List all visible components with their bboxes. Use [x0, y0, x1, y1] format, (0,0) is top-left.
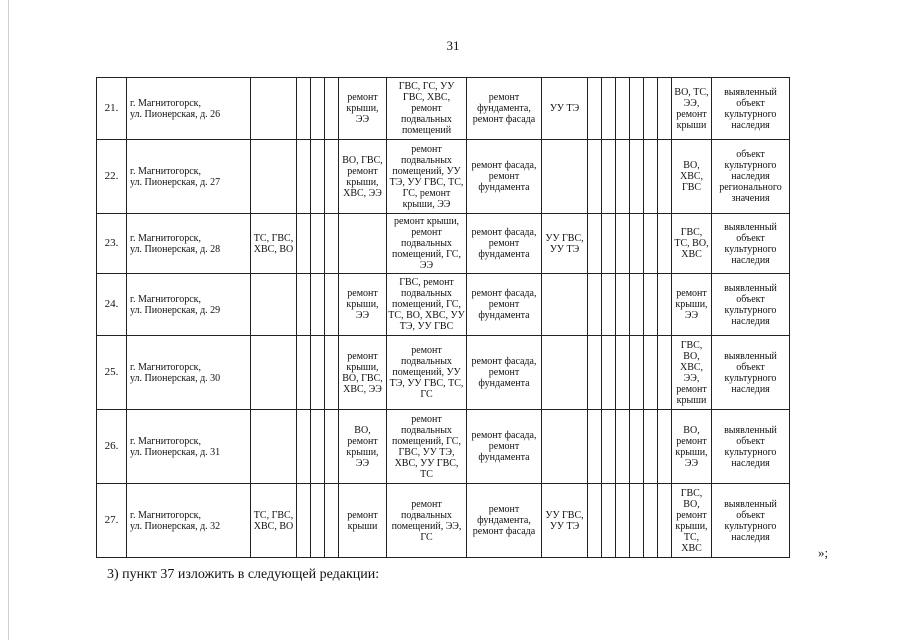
row-number: 21.	[97, 78, 127, 140]
works-cell-10: УУ ГВС, УУ ТЭ	[542, 484, 588, 558]
empty-cell	[630, 140, 644, 214]
objects-table	[96, 77, 790, 558]
empty-cell	[616, 214, 630, 274]
table-row	[97, 484, 790, 558]
empty-cell	[297, 78, 311, 140]
empty-cell	[602, 274, 616, 336]
works-cell-17: ВО, ТС, ЭЭ, ремонт крыши	[672, 78, 712, 140]
heritage-status-cell: объект культурного наследия регионального значения	[712, 140, 790, 214]
empty-cell	[658, 336, 672, 410]
heritage-status-cell: выявленный объект культурного наследия	[712, 214, 790, 274]
empty-cell	[644, 410, 658, 484]
empty-cell	[311, 274, 325, 336]
empty-cell	[588, 410, 602, 484]
works-cell-8: ремонт подвальных помещений, ГС, ГВС, УУ ТЭ, ХВС, УУ ГВС, ТС	[387, 410, 467, 484]
empty-cell	[297, 140, 311, 214]
row-number: 23.	[97, 214, 127, 274]
empty-cell	[630, 410, 644, 484]
empty-cell	[644, 140, 658, 214]
empty-cell	[644, 78, 658, 140]
empty-cell	[588, 484, 602, 558]
empty-cell	[616, 336, 630, 410]
address-city: г. Магнитогорск,	[130, 361, 201, 373]
table-row	[97, 140, 790, 214]
works-cell-3	[251, 140, 297, 214]
works-cell-9: ремонт фундамента, ремонт фасада	[467, 484, 542, 558]
empty-cell	[602, 336, 616, 410]
empty-cell	[630, 274, 644, 336]
empty-cell	[616, 78, 630, 140]
empty-cell	[630, 214, 644, 274]
address-cell	[127, 214, 251, 274]
empty-cell	[602, 214, 616, 274]
works-cell-8: ремонт подвальных помещений, УУ ТЭ, УУ ГВС, ТС, ГС, ремонт крыши, ЭЭ	[387, 140, 467, 214]
address-cell	[127, 484, 251, 558]
instruction-text: 3) пункт 37 изложить в следующей редакции:	[107, 567, 380, 582]
works-cell-3	[251, 78, 297, 140]
empty-cell	[644, 214, 658, 274]
empty-cell	[325, 484, 339, 558]
works-cell-10	[542, 336, 588, 410]
empty-cell	[644, 274, 658, 336]
works-cell-7: ВО, ремонт крыши, ЭЭ	[339, 410, 387, 484]
empty-cell	[311, 214, 325, 274]
empty-cell	[644, 484, 658, 558]
works-cell-10	[542, 274, 588, 336]
empty-cell	[630, 78, 644, 140]
works-cell-9: ремонт фундамента, ремонт фасада	[467, 78, 542, 140]
works-cell-9: ремонт фасада, ремонт фундамента	[467, 214, 542, 274]
works-cell-10	[542, 140, 588, 214]
empty-cell	[616, 140, 630, 214]
address-cell	[127, 140, 251, 214]
works-cell-17: ВО, ремонт крыши, ЭЭ	[672, 410, 712, 484]
address-street: ул. Пионерская, д. 29	[130, 304, 221, 316]
empty-cell	[311, 484, 325, 558]
address-cell	[127, 336, 251, 410]
empty-cell	[297, 274, 311, 336]
works-cell-9: ремонт фасада, ремонт фундамента	[467, 274, 542, 336]
empty-cell	[588, 274, 602, 336]
address-street: ул. Пионерская, д. 31	[130, 446, 221, 458]
empty-cell	[297, 484, 311, 558]
empty-cell	[602, 78, 616, 140]
empty-cell	[325, 410, 339, 484]
table-row	[97, 78, 790, 140]
works-cell-17: ремонт крыши, ЭЭ	[672, 274, 712, 336]
empty-cell	[325, 214, 339, 274]
table-row	[97, 336, 790, 410]
empty-cell	[658, 214, 672, 274]
works-cell-7: ремонт крыши, ЭЭ	[339, 274, 387, 336]
table-row	[97, 214, 790, 274]
works-cell-7	[339, 214, 387, 274]
empty-cell	[658, 484, 672, 558]
works-cell-3	[251, 336, 297, 410]
empty-cell	[325, 274, 339, 336]
empty-cell	[658, 140, 672, 214]
works-cell-17: ГВС, ТС, ВО, ХВС	[672, 214, 712, 274]
works-cell-10	[542, 410, 588, 484]
address-street: ул. Пионерская, д. 32	[130, 520, 221, 532]
address-city: г. Магнитогорск,	[130, 97, 201, 109]
scan-edge	[8, 0, 9, 640]
works-cell-10: УУ ГВС, УУ ТЭ	[542, 214, 588, 274]
works-cell-3: ТС, ГВС, ХВС, ВО	[251, 214, 297, 274]
empty-cell	[588, 140, 602, 214]
empty-cell	[602, 410, 616, 484]
empty-cell	[325, 78, 339, 140]
heritage-status-cell: выявленный объект культурного наследия	[712, 336, 790, 410]
closing-quote: »;	[818, 545, 829, 560]
works-cell-7: ВО, ГВС, ремонт крыши, ХВС, ЭЭ	[339, 140, 387, 214]
empty-cell	[311, 78, 325, 140]
row-number: 26.	[97, 410, 127, 484]
empty-cell	[630, 484, 644, 558]
works-cell-8: ГВС, ремонт подвальных помещений, ГС, ТС, ВО, ХВС, УУ ТЭ, УУ ГВС	[387, 274, 467, 336]
works-cell-8: ремонт подвальных помещений, ЭЭ, ГС	[387, 484, 467, 558]
empty-cell	[644, 336, 658, 410]
empty-cell	[325, 140, 339, 214]
empty-cell	[297, 214, 311, 274]
works-cell-8: ремонт крыши, ремонт подвальных помещений, ГС, ЭЭ	[387, 214, 467, 274]
empty-cell	[630, 336, 644, 410]
works-cell-17: ГВС, ВО, ХВС, ЭЭ, ремонт крыши	[672, 336, 712, 410]
address-city: г. Магнитогорск,	[130, 232, 201, 244]
empty-cell	[602, 140, 616, 214]
works-cell-3: ТС, ГВС, ХВС, ВО	[251, 484, 297, 558]
heritage-status-cell: выявленный объект культурного наследия	[712, 484, 790, 558]
page-number: 31	[446, 38, 460, 53]
address-cell	[127, 410, 251, 484]
row-number: 27.	[97, 484, 127, 558]
works-cell-7: ремонт крыши	[339, 484, 387, 558]
empty-cell	[311, 410, 325, 484]
works-cell-7: ремонт крыши, ВО, ГВС, ХВС, ЭЭ	[339, 336, 387, 410]
empty-cell	[297, 336, 311, 410]
empty-cell	[311, 140, 325, 214]
address-cell	[127, 274, 251, 336]
empty-cell	[616, 274, 630, 336]
empty-cell	[616, 410, 630, 484]
address-street: ул. Пионерская, д. 30	[130, 372, 221, 384]
address-city: г. Магнитогорск,	[130, 435, 201, 447]
empty-cell	[588, 214, 602, 274]
empty-cell	[325, 336, 339, 410]
address-city: г. Магнитогорск,	[130, 293, 201, 305]
heritage-status-cell: выявленный объект культурного наследия	[712, 78, 790, 140]
works-cell-9: ремонт фасада, ремонт фундамента	[467, 140, 542, 214]
works-cell-17: ВО, ХВС, ГВС	[672, 140, 712, 214]
works-cell-7: ремонт крыши, ЭЭ	[339, 78, 387, 140]
works-cell-17: ГВС, ВО, ремонт крыши, ТС, ХВС	[672, 484, 712, 558]
works-cell-9: ремонт фасада, ремонт фундамента	[467, 336, 542, 410]
empty-cell	[311, 336, 325, 410]
empty-cell	[297, 410, 311, 484]
works-cell-8: ГВС, ГС, УУ ГВС, ХВС, ремонт подвальных помещений	[387, 78, 467, 140]
row-number: 25.	[97, 336, 127, 410]
empty-cell	[658, 78, 672, 140]
address-street: ул. Пионерская, д. 27	[130, 176, 221, 188]
empty-cell	[658, 274, 672, 336]
empty-cell	[588, 336, 602, 410]
works-cell-8: ремонт подвальных помещений, УУ ТЭ, УУ ГВС, ТС, ГС	[387, 336, 467, 410]
works-cell-3	[251, 274, 297, 336]
empty-cell	[588, 78, 602, 140]
empty-cell	[602, 484, 616, 558]
address-street: ул. Пионерская, д. 26	[130, 108, 221, 120]
row-number: 24.	[97, 274, 127, 336]
works-cell-10: УУ ТЭ	[542, 78, 588, 140]
works-cell-9: ремонт фасада, ремонт фундамента	[467, 410, 542, 484]
address-city: г. Магнитогорск,	[130, 165, 201, 177]
row-number: 22.	[97, 140, 127, 214]
heritage-status-cell: выявленный объект культурного наследия	[712, 274, 790, 336]
empty-cell	[658, 410, 672, 484]
table-row	[97, 410, 790, 484]
works-cell-3	[251, 410, 297, 484]
address-street: ул. Пионерская, д. 28	[130, 243, 221, 255]
table-row	[97, 274, 790, 336]
heritage-status-cell: выявленный объект культурного наследия	[712, 410, 790, 484]
address-cell	[127, 78, 251, 140]
address-city: г. Магнитогорск,	[130, 509, 201, 521]
empty-cell	[616, 484, 630, 558]
